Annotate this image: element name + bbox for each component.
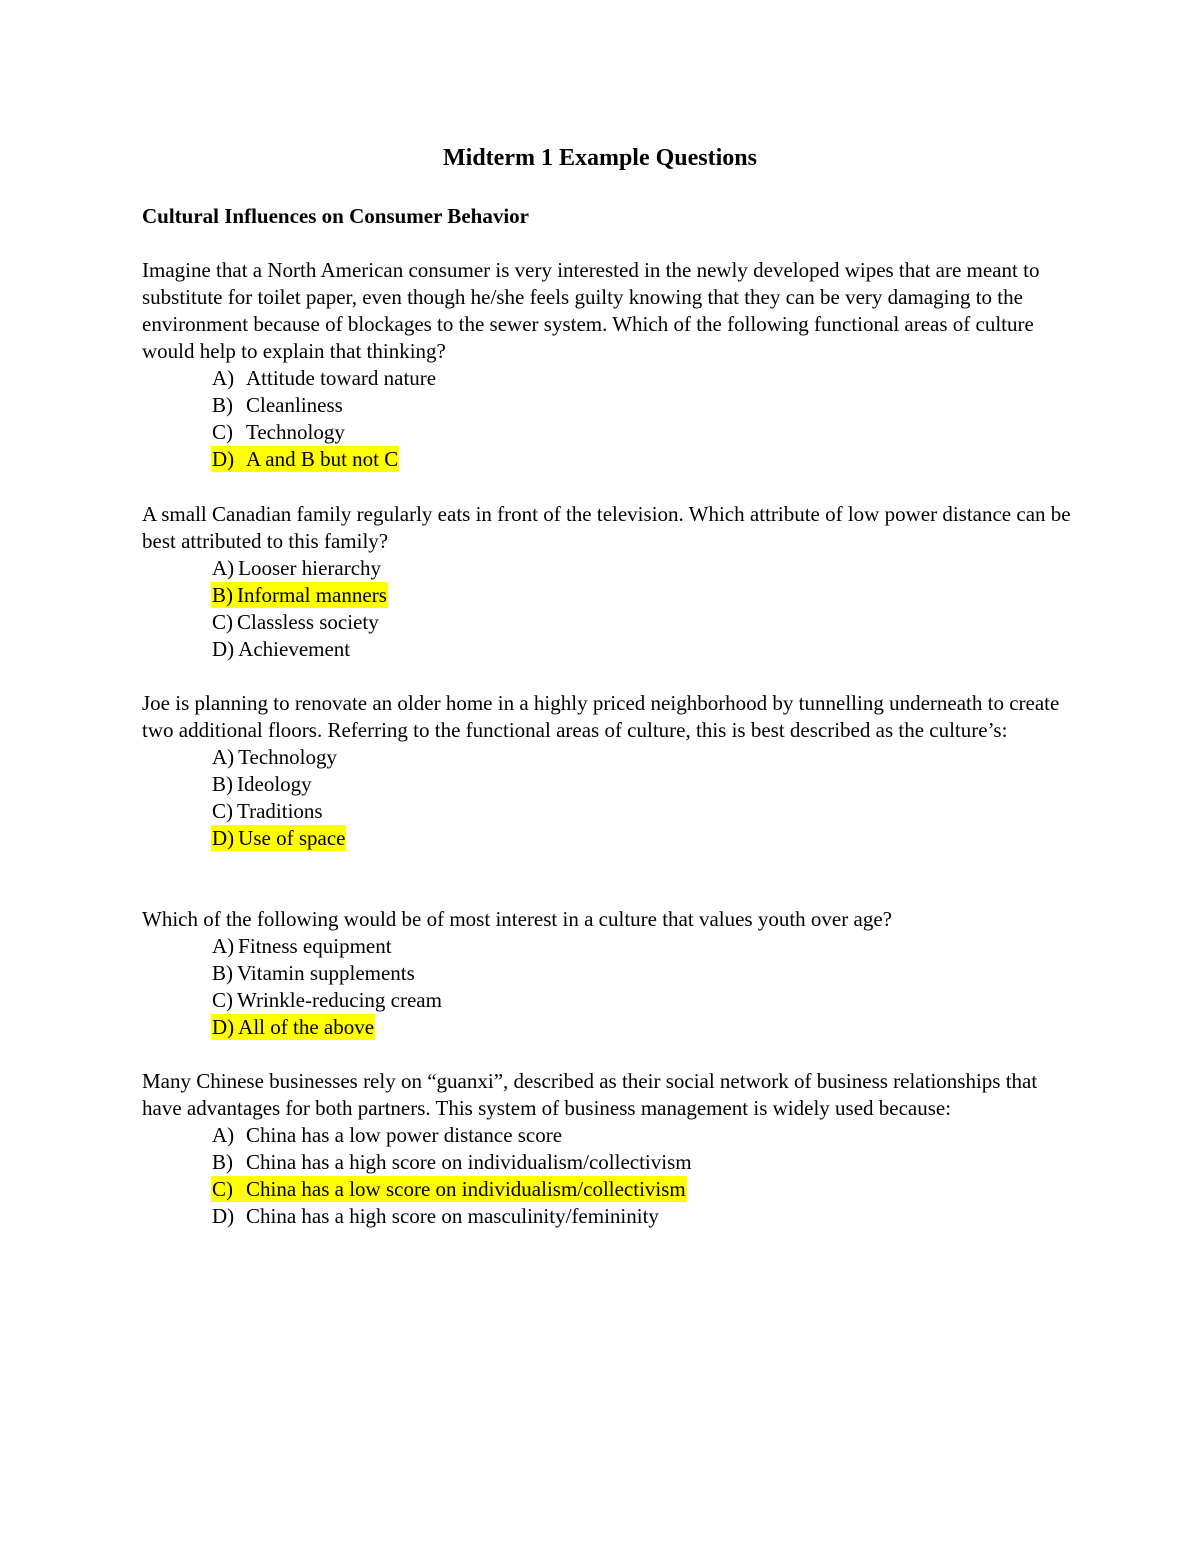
option-letter: D) (212, 1015, 235, 1039)
option-text: China has a high score on individualism/collectivism (246, 1150, 692, 1174)
option-letter: D) (212, 637, 235, 661)
answer-option-correct (212, 582, 1072, 609)
option-letter: D) (212, 826, 235, 850)
answer-options (142, 1122, 1072, 1230)
answer-option (212, 744, 1072, 771)
option-letter: D) (212, 447, 235, 471)
option-text: China has a low power distance score (246, 1123, 563, 1147)
answer-option-correct (212, 1176, 1072, 1203)
question-5 (142, 1068, 1072, 1230)
option-letter: C) (212, 988, 233, 1012)
question-1 (142, 257, 1072, 473)
answer-option (212, 609, 1072, 636)
answer-options (142, 365, 1072, 473)
question-stem: Imagine that a North American consumer is very interested in the newly developed wipes that are meant to substitute for toilet paper, even though he/she feels guilty knowing that they can be very damaging to the environment because of blockages to the sewer system. Which of the following functional areas of culture would help to explain that thinking? (142, 258, 1040, 363)
option-text: Informal manners (237, 583, 387, 607)
option-letter: A) (212, 934, 235, 958)
option-letter: A) (212, 745, 235, 769)
option-text: Fitness equipment (238, 934, 392, 958)
option-text: Wrinkle-reducing cream (237, 988, 442, 1012)
option-text: Classless society (237, 610, 379, 634)
answer-options (142, 933, 1072, 1041)
answer-option (212, 1149, 1072, 1176)
option-text: Looser hierarchy (238, 556, 382, 580)
answer-option (212, 1122, 1072, 1149)
answer-option (212, 987, 1072, 1014)
option-letter: B) (212, 583, 233, 607)
option-letter: C) (212, 799, 233, 823)
section-heading: Cultural Influences on Consumer Behavior (142, 204, 529, 228)
option-text: Technology (246, 420, 345, 444)
option-text: Vitamin supplements (237, 961, 415, 985)
question-3 (142, 690, 1072, 852)
option-letter: C) (212, 1177, 233, 1201)
answer-option (212, 1203, 1072, 1230)
option-text: Achievement (238, 637, 351, 661)
option-letter: A) (212, 556, 235, 580)
option-text: Technology (238, 745, 338, 769)
answer-option-correct (212, 825, 1072, 852)
answer-option (212, 636, 1072, 663)
answer-option (212, 798, 1072, 825)
option-text: Traditions (237, 799, 323, 823)
answer-option (212, 392, 1072, 419)
option-text: Attitude toward nature (246, 366, 437, 390)
answer-option (212, 365, 1072, 392)
question-stem: Joe is planning to renovate an older home in a highly priced neighborhood by tunnelling underneath to create two additional floors. Referring to the functional areas of culture, this is best described as the culture’s: (142, 691, 1060, 742)
option-text: A and B but not C (246, 447, 399, 471)
question-2 (142, 501, 1072, 663)
answer-option (212, 933, 1072, 960)
option-letter: A) (212, 366, 235, 390)
answer-option (212, 960, 1072, 987)
question-stem: A small Canadian family regularly eats in front of the television. Which attribute of low power distance can be best attributed to this family? (142, 502, 1071, 553)
option-letter: C) (212, 420, 233, 444)
option-letter: D) (212, 1204, 235, 1228)
question-4 (142, 906, 1072, 1041)
answer-options (142, 555, 1072, 663)
answer-option-correct (212, 446, 1072, 473)
option-letter: B) (212, 1150, 233, 1174)
option-letter: C) (212, 610, 233, 634)
option-text: China has a high score on masculinity/femininity (246, 1204, 659, 1228)
option-letter: B) (212, 772, 233, 796)
page-title: Midterm 1 Example Questions (443, 145, 757, 171)
answer-option (212, 771, 1072, 798)
option-text: Use of space (238, 826, 346, 850)
question-stem: Many Chinese businesses rely on “guanxi”, described as their social network of business relationships that have advantages for both partners. This system of business management is widely used because: (142, 1069, 1038, 1120)
option-letter: A) (212, 1123, 235, 1147)
option-letter: B) (212, 393, 233, 417)
answer-option-correct (212, 1014, 1072, 1041)
option-letter: B) (212, 961, 233, 985)
option-text: China has a low score on individualism/collectivism (246, 1177, 686, 1201)
option-text: All of the above (238, 1015, 375, 1039)
answer-options (142, 744, 1072, 852)
option-text: Ideology (237, 772, 312, 796)
option-text: Cleanliness (246, 393, 343, 417)
answer-option (212, 555, 1072, 582)
question-stem: Which of the following would be of most interest in a culture that values youth over age? (142, 907, 892, 931)
answer-option (212, 419, 1072, 446)
